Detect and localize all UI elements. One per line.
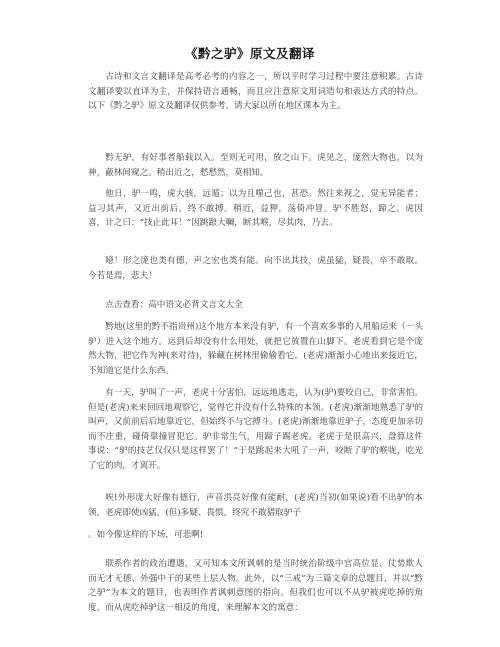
- translation-paragraph-1: 黔地(这里的黔不指贵州)这个地方本来没有驴，有一个喜欢多事的人用船运来（一头驴）进入这个地方。运到后却没有什么用处，就把它放置在山脚下。老虎看到它是个庞然大物，把它作为神(来对待)，躲藏在树林里偷偷看它。(老虎)渐渐小心地出来接近它，不知道它是什么东西。: [88, 322, 423, 376]
- original-paragraph-1: 黔无驴，有好事者船载以入。至则无可用，放之山下。虎见之，庞然大物也，以为神，蔽林间窥之。稍出近之，慭慭然，莫相知。: [88, 153, 423, 178]
- page-title: 《黔之驴》原文及翻译: [184, 46, 315, 61]
- original-paragraph-3: 噫！形之庞也类有德，声之宏也类有能。向不出其技，虎虽猛，疑畏，卒不敢取。今若是焉，悲夫！: [88, 256, 423, 281]
- analysis-paragraph: 联系作者的政治遭遇，又可知本文所讽刺的是当时统治阶级中官高位显、仗势欺人而无才无德、外强中干的某些上层人物。此外，以“三戒”为三篇文章的总题目，并以“黔之驴”为本文的题目，也表明作者讽刺意图的指向。但我们也可以不从驴被虎吃掉的角度，而从虎吃掉驴这一相反的角度，来理解本文的寓意：: [88, 559, 423, 613]
- translation-paragraph-4: 。如今像这样的下场，可悲啊!: [88, 530, 204, 540]
- translation-paragraph-2: 有一天，驴叫了一声，老虎十分害怕，远远地逃走，认为(驴)要咬自己，非常害怕。但是(老虎)来来回回地观察它，觉得它并没有什么特殊的本领。(老虎)渐渐地熟悉了驴的叫声，又前前后后地靠近它，但始终不与它搏斗。(老虎)渐渐地靠近驴子，态度更加亲切而不庄重，碰倚靠撞冒犯它。驴非常生气，用蹄子踢老虎。老虎于是很高兴，盘算这件事说：“驴的技艺仅仅只是这样罢了！”于是跳起来大吼了一声，咬断了驴的喉咙，吃光了它的肉，才离开。: [88, 388, 423, 471]
- translation-paragraph-3: 唉!外形庞大好像有德行，声音洪亮好像有能耐，(老虎)当初(如果说)看不出驴的本领，老虎即使凶猛，(但)多疑、畏惧，终究不敢猎取驴子: [88, 493, 423, 518]
- reference-link[interactable]: 点击查看：高中语文必背文言文大全: [105, 300, 243, 310]
- original-paragraph-2: 他日，驴一鸣，虎大骇，远遁；以为且噬己也，甚恐。然往来视之，觉无异能者；益习其声，又近出前后，终不敢搏。稍近，益狎，荡倚冲冒。驴不胜怒，蹄之。虎因喜，计之曰：“技止此耳！”因跳踉大㘎，断其喉，尽其肉，乃去。: [88, 189, 423, 229]
- intro-paragraph: 古诗和文言文翻译是高考必考的内容之一，所以平时学习过程中要注意积累。古诗文翻译要以直译为主，并保持语言通畅，而且应注意原文用词造句和表达方式的特点。以下《黔之驴》原文及翻译仅供参考，请大家以所在地区课本为主。: [88, 72, 423, 112]
